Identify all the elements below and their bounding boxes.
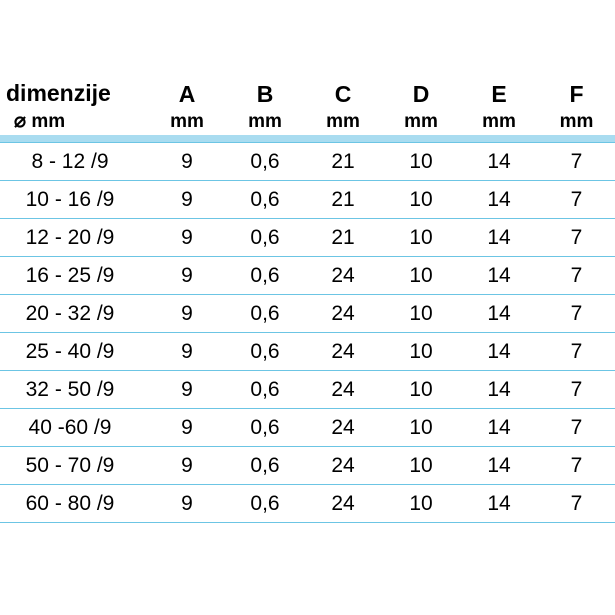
cell-b: 0,6 <box>226 333 304 371</box>
cell-dimension: 25 - 40 /9 <box>0 333 148 371</box>
column-header-a <box>148 78 226 135</box>
table-row <box>0 333 615 371</box>
cell-d: 10 <box>382 409 460 447</box>
cell-dimension: 8 - 12 /9 <box>0 143 148 181</box>
column-header-b-unit: mm <box>248 110 282 132</box>
cell-f: 7 <box>538 409 615 447</box>
header-separator-bar <box>0 135 615 143</box>
cell-d: 10 <box>382 447 460 485</box>
cell-a: 9 <box>148 219 226 257</box>
column-header-e-label: E <box>491 80 507 107</box>
cell-d: 10 <box>382 257 460 295</box>
column-header-c <box>304 78 382 135</box>
column-header-d-unit: mm <box>404 110 438 132</box>
cell-b: 0,6 <box>226 257 304 295</box>
cell-a: 9 <box>148 485 226 523</box>
cell-a: 9 <box>148 295 226 333</box>
column-header-dimension-unit-text: mm <box>31 111 66 132</box>
table-row <box>0 181 615 219</box>
column-header-d <box>382 78 460 135</box>
cell-b: 0,6 <box>226 143 304 181</box>
cell-d: 10 <box>382 181 460 219</box>
cell-c: 21 <box>304 143 382 181</box>
column-header-d-label: D <box>412 80 430 107</box>
table-row <box>0 371 615 409</box>
table-row <box>0 409 615 447</box>
cell-dimension: 40 -60 /9 <box>0 409 148 447</box>
cell-a: 9 <box>148 181 226 219</box>
cell-c: 21 <box>304 181 382 219</box>
cell-d: 10 <box>382 371 460 409</box>
cell-b: 0,6 <box>226 447 304 485</box>
cell-c: 24 <box>304 371 382 409</box>
cell-d: 10 <box>382 143 460 181</box>
cell-a: 9 <box>148 257 226 295</box>
cell-dimension: 50 - 70 /9 <box>0 447 148 485</box>
cell-f: 7 <box>538 219 615 257</box>
column-header-dimension-unit <box>6 108 148 135</box>
cell-c: 24 <box>304 257 382 295</box>
cell-f: 7 <box>538 143 615 181</box>
column-header-f-label: F <box>569 80 584 107</box>
table-header <box>0 78 615 143</box>
cell-dimension: 32 - 50 /9 <box>0 371 148 409</box>
cell-e: 14 <box>460 181 538 219</box>
cell-c: 24 <box>304 409 382 447</box>
column-header-e-unit: mm <box>482 110 516 132</box>
column-header-dimension-label: dimenzije <box>6 80 111 106</box>
cell-b: 0,6 <box>226 409 304 447</box>
table-header-row <box>0 78 615 135</box>
cell-f: 7 <box>538 295 615 333</box>
cell-c: 24 <box>304 295 382 333</box>
cell-e: 14 <box>460 371 538 409</box>
cell-f: 7 <box>538 371 615 409</box>
cell-d: 10 <box>382 219 460 257</box>
cell-e: 14 <box>460 219 538 257</box>
cell-a: 9 <box>148 447 226 485</box>
column-header-f <box>538 78 615 135</box>
column-header-e <box>460 78 538 135</box>
column-header-f-unit: mm <box>559 110 594 132</box>
column-header-dimension <box>0 78 148 135</box>
cell-e: 14 <box>460 409 538 447</box>
cell-c: 24 <box>304 333 382 371</box>
cell-a: 9 <box>148 143 226 181</box>
cell-d: 10 <box>382 485 460 523</box>
cell-b: 0,6 <box>226 219 304 257</box>
cell-a: 9 <box>148 371 226 409</box>
specification-table-container <box>0 78 615 523</box>
cell-e: 14 <box>460 257 538 295</box>
cell-d: 10 <box>382 295 460 333</box>
cell-dimension: 60 - 80 /9 <box>0 485 148 523</box>
cell-b: 0,6 <box>226 485 304 523</box>
cell-e: 14 <box>460 143 538 181</box>
table-row <box>0 219 615 257</box>
column-header-c-label: C <box>334 80 352 107</box>
cell-b: 0,6 <box>226 371 304 409</box>
cell-f: 7 <box>538 447 615 485</box>
cell-c: 24 <box>304 447 382 485</box>
table-row <box>0 485 615 523</box>
cell-a: 9 <box>148 333 226 371</box>
diameter-icon: ⌀ <box>14 110 27 132</box>
cell-a: 9 <box>148 409 226 447</box>
cell-c: 24 <box>304 485 382 523</box>
column-header-b-label: B <box>256 80 274 107</box>
table-body <box>0 143 615 523</box>
table-row <box>0 143 615 181</box>
cell-dimension: 20 - 32 /9 <box>0 295 148 333</box>
cell-dimension: 10 - 16 /9 <box>0 181 148 219</box>
column-header-a-unit: mm <box>170 110 204 132</box>
cell-e: 14 <box>460 295 538 333</box>
cell-e: 14 <box>460 447 538 485</box>
cell-c: 21 <box>304 219 382 257</box>
cell-e: 14 <box>460 485 538 523</box>
cell-dimension: 12 - 20 /9 <box>0 219 148 257</box>
column-header-c-unit: mm <box>326 110 360 132</box>
cell-d: 10 <box>382 333 460 371</box>
cell-b: 0,6 <box>226 295 304 333</box>
column-header-a-label: A <box>178 80 196 107</box>
cell-e: 14 <box>460 333 538 371</box>
cell-f: 7 <box>538 181 615 219</box>
cell-b: 0,6 <box>226 181 304 219</box>
cell-f: 7 <box>538 485 615 523</box>
table-row <box>0 295 615 333</box>
cell-f: 7 <box>538 257 615 295</box>
specification-table <box>0 78 615 523</box>
header-separator <box>0 135 615 143</box>
cell-dimension: 16 - 25 /9 <box>0 257 148 295</box>
table-row <box>0 447 615 485</box>
table-row <box>0 257 615 295</box>
cell-f: 7 <box>538 333 615 371</box>
column-header-b <box>226 78 304 135</box>
